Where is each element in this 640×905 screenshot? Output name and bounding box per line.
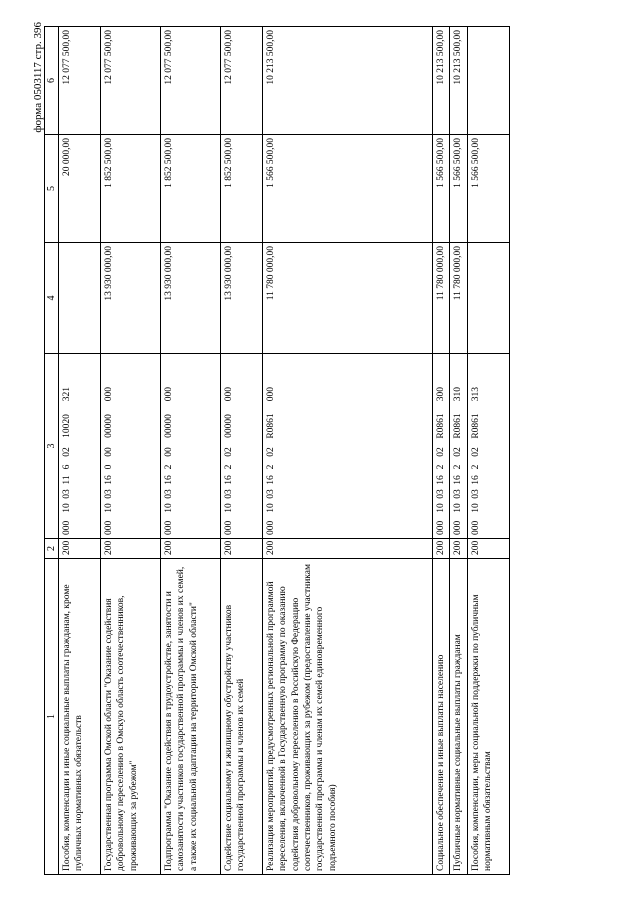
- code-part: 03: [224, 489, 234, 499]
- code-part: 000: [104, 387, 114, 402]
- code-part: 02: [453, 447, 464, 457]
- code-part: 10: [164, 503, 174, 513]
- row-name: Государственная программа Омской области "Оказание содействия добровольному переселению в Омскую область соотечественников, проживающих за рубежом": [101, 559, 161, 875]
- row-name: Реализация мероприятий, предусмотренных региональной программой переселения, включенной в Государственную программу по оказанию содействия добровольному переселению в Российскую Федерацию соотечественников, проживающих за рубежом (предоставление участникам государственной программа и членам их семей единовременного подъемного пособия): [263, 559, 433, 875]
- code-part: 16: [436, 475, 446, 485]
- budget-table: [44, 26, 510, 875]
- code-part: 10020: [62, 414, 72, 438]
- code-part: R0861: [453, 413, 464, 439]
- row-approved: 11 780 000,00: [433, 243, 450, 354]
- code-part: 10: [436, 503, 446, 513]
- row-line-code: 200: [59, 539, 101, 559]
- row-name: Пособия, компенсации и иные социальные выплаты гражданам, кроме публичных нормативных обязательств: [59, 559, 101, 875]
- row-approved: 13 930 000,00: [101, 243, 161, 354]
- code-part: 313: [470, 387, 481, 402]
- code-part: 16: [104, 475, 114, 485]
- row-unexecuted: 12 077 500,00: [101, 27, 161, 135]
- row-unexecuted: 10 213 500,00: [450, 27, 467, 135]
- code-part: 03: [436, 489, 446, 499]
- code-part: 000: [453, 520, 464, 535]
- code-part: 10: [62, 503, 72, 513]
- row-name: Подпрограмма "Оказание содействия в трудоустройстве, занятости и самозанятости участников государственной программы и членов их семей, а также их социальной адаптации на территории Омской области": [161, 559, 221, 875]
- row-executed: 1 852 500,00: [101, 135, 161, 243]
- row-approved: 11 780 000,00: [263, 243, 433, 354]
- row-executed: 1 852 500,00: [161, 135, 221, 243]
- row-line-code: 200: [101, 539, 161, 559]
- table-row: [221, 27, 263, 875]
- row-line-code: 200: [450, 539, 467, 559]
- row-executed: 1 566 500,00: [467, 135, 509, 243]
- code-part: 2: [266, 464, 276, 470]
- header-cell: 6: [45, 27, 59, 135]
- row-classification-code: [450, 354, 467, 539]
- code-part: R0861: [436, 413, 446, 439]
- code-part: 16: [164, 475, 174, 485]
- table-row: [101, 27, 161, 875]
- code-part: 03: [470, 489, 481, 499]
- code-part: 10: [224, 503, 234, 513]
- code-part: 03: [266, 489, 276, 499]
- row-name: Содействие социальному и жилищному обустройству участников государственной программы и членов их семей: [221, 559, 263, 875]
- code-part: 10: [453, 503, 464, 513]
- row-classification-code: [263, 354, 433, 539]
- code-part: 10: [104, 503, 114, 513]
- code-part: 000: [104, 520, 114, 535]
- code-part: 00: [164, 447, 174, 457]
- row-line-code: 200: [263, 539, 433, 559]
- header-cell: 5: [45, 135, 59, 243]
- code-part: 000: [266, 520, 276, 535]
- code-part: 000: [224, 520, 234, 535]
- code-part: 00000: [164, 414, 174, 438]
- row-approved: [59, 243, 101, 354]
- code-part: 2: [224, 464, 234, 470]
- code-part: 000: [224, 387, 234, 402]
- code-part: 02: [62, 447, 72, 457]
- row-classification-code: [467, 354, 509, 539]
- row-executed: 20 000,00: [59, 135, 101, 243]
- row-unexecuted: 12 077 500,00: [161, 27, 221, 135]
- code-part: 2: [436, 464, 446, 470]
- row-classification-code: [101, 354, 161, 539]
- code-part: 11: [62, 475, 72, 485]
- row-line-code: 200: [433, 539, 450, 559]
- row-approved: 13 930 000,00: [221, 243, 263, 354]
- code-part: 2: [470, 464, 481, 470]
- table-row: [59, 27, 101, 875]
- table-row: [161, 27, 221, 875]
- code-part: 2: [453, 464, 464, 470]
- code-part: 000: [164, 520, 174, 535]
- code-part: 6: [62, 464, 72, 470]
- code-part: 03: [164, 489, 174, 499]
- row-unexecuted: 12 077 500,00: [59, 27, 101, 135]
- row-name: Публичные нормативные социальные выплаты гражданам: [450, 559, 467, 875]
- code-part: 000: [164, 387, 174, 402]
- row-line-code: 200: [161, 539, 221, 559]
- table-row: [450, 27, 467, 875]
- header-cell: 4: [45, 243, 59, 354]
- row-approved: 11 780 000,00: [450, 243, 467, 354]
- row-name: Социальное обеспечение и иные выплаты населению: [433, 559, 450, 875]
- row-executed: 1 566 500,00: [450, 135, 467, 243]
- row-unexecuted: 10 213 500,00: [263, 27, 433, 135]
- header-cell: 1: [45, 559, 59, 875]
- row-line-code: 200: [221, 539, 263, 559]
- row-name: Пособия, компенсации, меры социальной поддержки по публичным нормативным обязательствам: [467, 559, 509, 875]
- code-part: 02: [470, 447, 481, 457]
- row-approved: 13 930 000,00: [161, 243, 221, 354]
- code-part: 02: [436, 447, 446, 457]
- code-part: 000: [436, 520, 446, 535]
- header-row: [45, 27, 59, 875]
- row-unexecuted: [467, 27, 509, 135]
- code-part: 03: [62, 489, 72, 499]
- code-part: 321: [62, 387, 72, 402]
- code-part: 000: [62, 520, 72, 535]
- code-part: 16: [470, 475, 481, 485]
- code-part: 00: [104, 447, 114, 457]
- table-row: [263, 27, 433, 875]
- code-part: 00000: [224, 414, 234, 438]
- code-part: 16: [453, 475, 464, 485]
- table-row: [467, 27, 509, 875]
- row-classification-code: [59, 354, 101, 539]
- row-classification-code: [161, 354, 221, 539]
- row-classification-code: [221, 354, 263, 539]
- row-line-code: 200: [467, 539, 509, 559]
- row-executed: 1 852 500,00: [221, 135, 263, 243]
- code-part: 16: [266, 475, 276, 485]
- row-unexecuted: 10 213 500,00: [433, 27, 450, 135]
- code-part: 300: [436, 387, 446, 402]
- header-cell: 3: [45, 354, 59, 539]
- row-approved: [467, 243, 509, 354]
- code-part: 02: [224, 447, 234, 457]
- code-part: 10: [470, 503, 481, 513]
- code-part: 16: [224, 475, 234, 485]
- code-part: 03: [453, 489, 464, 499]
- row-executed: 1 566 500,00: [263, 135, 433, 243]
- code-part: 000: [470, 520, 481, 535]
- row-classification-code: [433, 354, 450, 539]
- code-part: 2: [164, 464, 174, 470]
- header-cell: 2: [45, 539, 59, 559]
- table-row: [433, 27, 450, 875]
- code-part: 10: [266, 503, 276, 513]
- code-part: 02: [266, 447, 276, 457]
- code-part: 000: [266, 387, 276, 402]
- row-unexecuted: 12 077 500,00: [221, 27, 263, 135]
- code-part: 0: [104, 464, 114, 470]
- form-note: форма 0503117 стр. 396: [32, 22, 44, 133]
- code-part: 03: [104, 489, 114, 499]
- code-part: 310: [453, 387, 464, 402]
- row-executed: 1 566 500,00: [433, 135, 450, 243]
- table-body: [59, 27, 510, 875]
- code-part: R0861: [470, 413, 481, 439]
- code-part: R0861: [266, 413, 276, 439]
- code-part: 00000: [104, 414, 114, 438]
